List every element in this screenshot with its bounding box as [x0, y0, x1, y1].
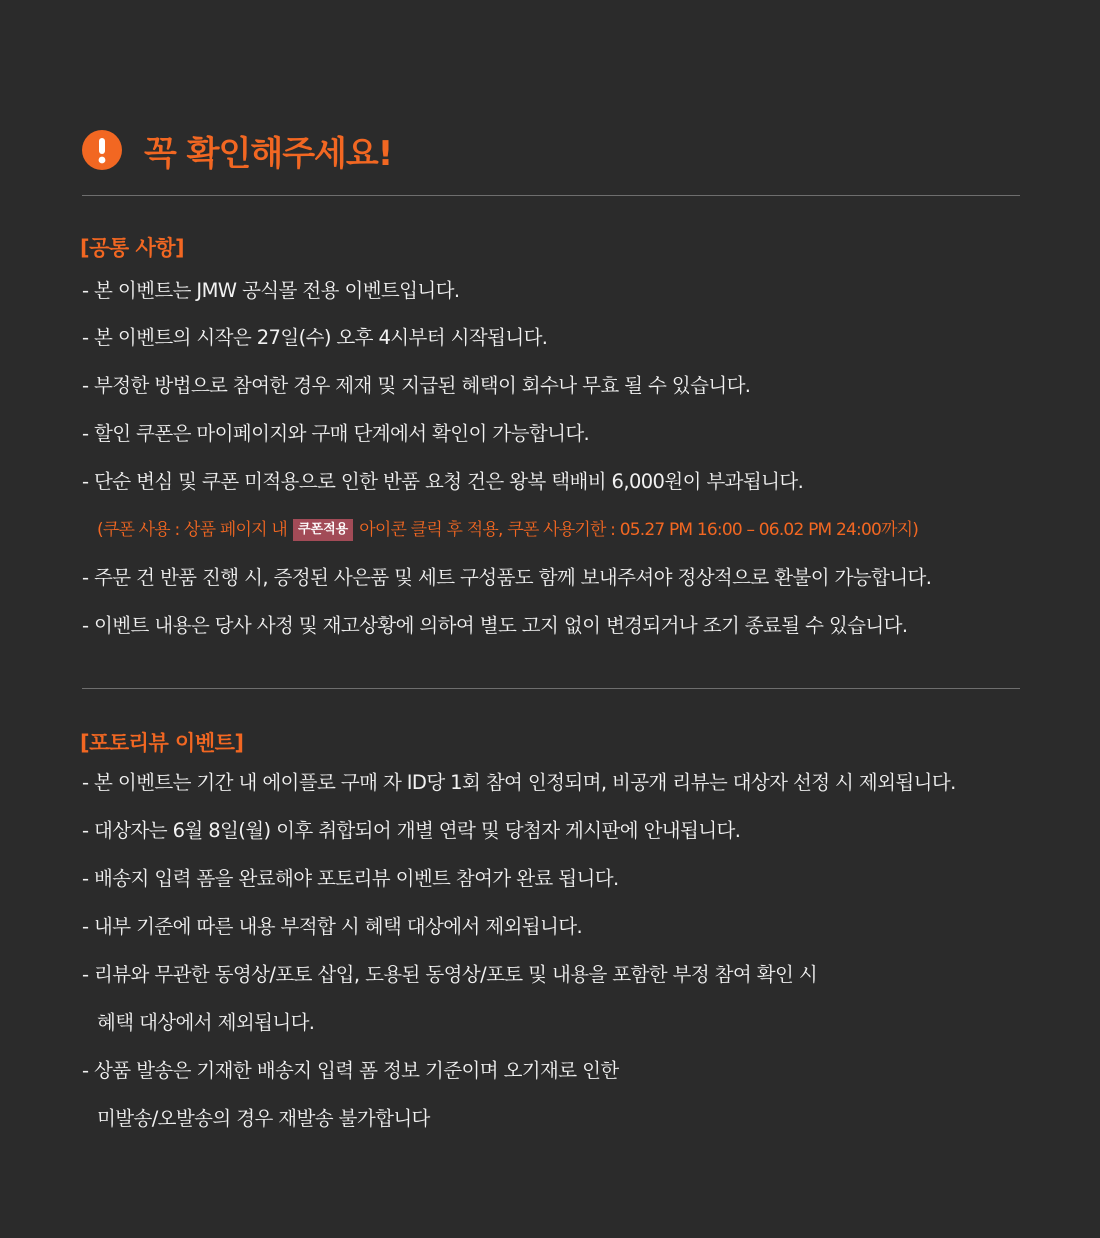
- common-item-1: - 본 이벤트는 JMW 공식몰 전용 이벤트입니다.: [82, 279, 460, 302]
- notice-header: [82, 128, 392, 172]
- review-item-6-cont: 미발송/오발송의 경우 재발송 불가합니다: [97, 1107, 430, 1130]
- review-item-1: - 본 이벤트는 기간 내 에이플로 구매 자 ID당 1회 참여 인정되며, 비공개 리뷰는 대상자 선정 시 제외됩니다.: [82, 771, 956, 794]
- coupon-apply-badge: 쿠폰적용: [293, 519, 353, 541]
- common-item-7: - 이벤트 내용은 당사 사정 및 재고상황에 의하여 별도 고지 없이 변경되거나 조기 종료될 수 있습니다.: [82, 614, 908, 637]
- review-item-6: - 상품 발송은 기재한 배송지 입력 폼 정보 기준이며 오기재로 인한: [82, 1059, 619, 1082]
- review-item-5: - 리뷰와 무관한 동영상/포토 삽입, 도용된 동영상/포토 및 내용을 포함한 부정 참여 확인 시: [82, 963, 818, 986]
- review-item-3: - 배송지 입력 폼을 완료해야 포토리뷰 이벤트 참여가 완료 됩니다.: [82, 867, 619, 890]
- photo-review-section-title: [포토리뷰 이벤트]: [80, 731, 244, 755]
- divider: [82, 688, 1020, 689]
- common-item-6: - 주문 건 반품 진행 시, 증정된 사은품 및 세트 구성품도 함께 보내주셔야 정상적으로 환불이 가능합니다.: [82, 566, 932, 589]
- page-title: 꼭 확인해주세요!: [144, 133, 393, 174]
- common-item-3: - 부정한 방법으로 참여한 경우 제재 및 지급된 혜택이 회수나 무효 될 수 있습니다.: [82, 374, 751, 397]
- review-item-5-cont: 혜택 대상에서 제외됩니다.: [97, 1011, 315, 1034]
- common-item-5: - 단순 변심 및 쿠폰 미적용으로 인한 반품 요청 건은 왕복 택배비 6,000원이 부과됩니다.: [82, 470, 804, 493]
- coupon-note-before: (쿠폰 사용 : 상품 페이지 내: [97, 520, 287, 540]
- common-item-2: - 본 이벤트의 시작은 27일(수) 오후 4시부터 시작됩니다.: [82, 326, 548, 349]
- review-item-2: - 대상자는 6월 8일(월) 이후 취합되어 개별 연락 및 당첨자 게시판에 안내됩니다.: [82, 819, 741, 842]
- coupon-note: [97, 516, 918, 544]
- divider: [82, 195, 1020, 196]
- coupon-note-after: 아이콘 클릭 후 적용, 쿠폰 사용기한 : 05.27 PM 16:00 – 06.02 PM 24:00까지): [359, 520, 919, 540]
- exclamation-circle-icon: [82, 130, 122, 170]
- common-item-4: - 할인 쿠폰은 마이페이지와 구매 단계에서 확인이 가능합니다.: [82, 422, 590, 445]
- common-section-title: [공통 사항]: [80, 236, 185, 260]
- review-item-4: - 내부 기준에 따른 내용 부적합 시 혜택 대상에서 제외됩니다.: [82, 915, 583, 938]
